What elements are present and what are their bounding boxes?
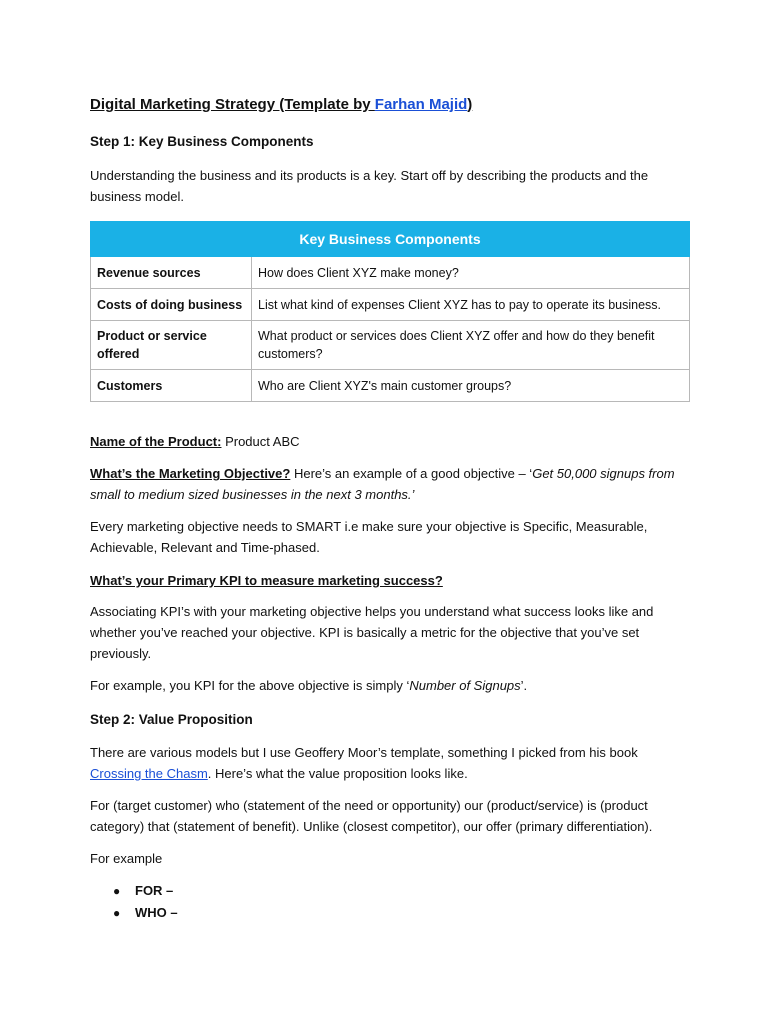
table-row [91,370,690,402]
bullet-icon: ● [113,884,121,898]
kpi-paragraph: Associating KPI’s with your marketing objective helps you understand what success looks like and whether you’ve reached your objective. KPI is basically a metric for the objective that you’ve set previously. [90,604,654,661]
marketing-objective: What’s the Marketing Objective? Here’s an example of a good objective – ‘Get 50,000 signups from small to medium sized businesses in the next 3 months.’ [90,466,675,502]
row-label: Costs of doing business [91,289,252,321]
row-label: Product or service offered [91,321,252,370]
smart-paragraph: Every marketing objective needs to SMART i.e make sure your objective is Specific, Measurable, Achievable, Relevant and Time-phased. [90,519,648,555]
list-item: ● WHO – [90,902,178,924]
value-prop-template: For (target customer) who (statement of the need or opportunity) our (product/service) is (product category) that (statement of benefit). Unlike (closest competitor), our offer (primary differentiation). [90,798,653,834]
step2-heading: Step 2: Value Proposition [90,712,253,727]
crossing-the-chasm-link[interactable]: Crossing the Chasm [90,766,208,781]
objective-example: Get 50,000 signups from small to medium sized businesses in the next 3 months.’ [90,466,675,502]
for-example-label: For example [90,851,163,866]
kpi-example-value: Number of Signups [409,678,521,693]
table-header: Key Business Components [91,222,690,257]
key-business-components-table [90,221,690,402]
kpi-heading: What’s your Primary KPI to measure marketing success? [90,573,443,588]
table-row [91,321,690,370]
product-name-label: Name of the Product: [90,434,222,449]
table-row [91,289,690,321]
row-value: How does Client XYZ make money? [252,257,690,289]
step2-intro: There are various models but I use Geoffery Moor’s template, something I picked from his book Crossing the Chasm. Here’s what the value proposition looks like. [90,745,638,781]
list-item: ● FOR – [90,880,178,902]
row-label: Revenue sources [91,257,252,289]
row-value: Who are Client XYZ's main customer groups? [252,370,690,402]
step1-intro: Understanding the business and its products is a key. Start off by describing the products and the business model. [90,168,649,204]
row-value: List what kind of expenses Client XYZ has to pay to operate its business. [252,289,690,321]
table-row [91,257,690,289]
objective-label: What’s the Marketing Objective? [90,466,291,481]
author-link[interactable]: Farhan Majid [374,96,468,113]
kpi-example: For example, you KPI for the above objective is simply ‘Number of Signups’. [90,678,528,693]
product-name-value: Product ABC [221,434,300,449]
value-prop-bullets [90,880,178,924]
row-value: What product or services does Client XYZ offer and how do they benefit customers? [252,321,690,370]
product-name-line [90,431,690,452]
step1-heading: Step 1: Key Business Components [90,134,314,149]
bullet-icon: ● [113,906,121,920]
document-title: Digital Marketing Strategy (Template by Farhan Majid) [90,96,473,113]
row-label: Customers [91,370,252,402]
